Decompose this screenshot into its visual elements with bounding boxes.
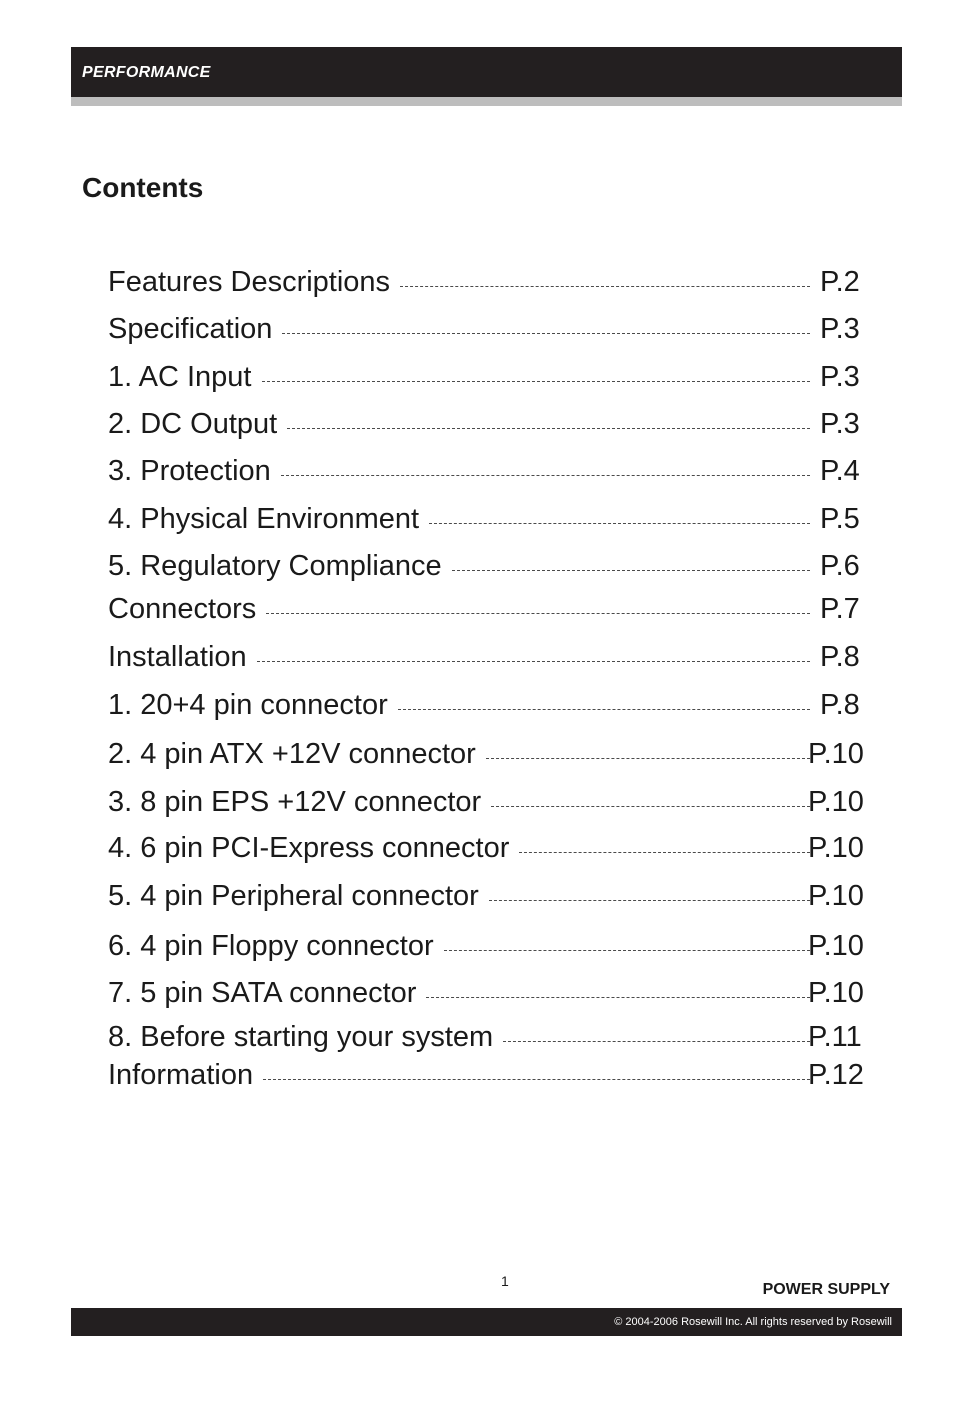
toc-entry-page: P.8 — [820, 688, 860, 721]
footer-copyright: © 2004-2006 Rosewill Inc. All rights reserved by Rosewill — [614, 1316, 892, 1328]
footer-product-name: POWER SUPPLY — [762, 1281, 890, 1298]
toc-leader — [398, 709, 810, 710]
toc-entry[interactable] — [108, 453, 878, 489]
toc-entry[interactable] — [108, 784, 878, 820]
table-of-contents — [108, 0, 888, 1100]
toc-entry[interactable] — [108, 359, 878, 395]
toc-entry[interactable] — [108, 878, 878, 914]
toc-entry-page: P.4 — [820, 454, 860, 487]
toc-leader — [426, 997, 810, 998]
toc-leader — [489, 900, 810, 901]
toc-entry-page: P.10 — [808, 785, 864, 818]
page-number: 1 — [501, 1273, 509, 1289]
toc-entry[interactable] — [108, 501, 878, 537]
toc-entry[interactable] — [108, 928, 878, 964]
toc-entry-page: P.12 — [808, 1058, 864, 1091]
toc-entry-page: P.3 — [820, 312, 860, 345]
toc-entry-label: 1. AC Input — [108, 360, 252, 393]
toc-leader — [266, 613, 810, 614]
toc-entry-page: P.10 — [808, 879, 864, 912]
toc-entry-label: 3. 8 pin EPS +12V connector — [108, 785, 482, 818]
toc-entry-label: Connectors — [108, 592, 257, 625]
toc-leader — [282, 333, 810, 334]
toc-leader — [503, 1041, 810, 1042]
toc-leader — [263, 1079, 810, 1080]
page-title: Contents — [82, 172, 204, 203]
toc-entry-label: Information — [108, 1058, 254, 1091]
toc-entry-page: P.8 — [820, 640, 860, 673]
toc-entry-page: P.10 — [808, 976, 864, 1009]
toc-entry-label: 5. Regulatory Compliance — [108, 549, 442, 582]
toc-entry[interactable] — [108, 639, 878, 675]
toc-entry-label: Specification — [108, 312, 273, 345]
toc-entry-label: 2. 4 pin ATX +12V connector — [108, 737, 476, 770]
toc-entry[interactable] — [108, 311, 878, 347]
toc-entry-page: P.3 — [820, 360, 860, 393]
toc-entry-label: 7. 5 pin SATA connector — [108, 976, 417, 1009]
toc-entry-page: P.2 — [820, 265, 860, 298]
toc-entry[interactable] — [108, 591, 878, 627]
toc-entry[interactable] — [108, 830, 878, 866]
toc-leader — [262, 381, 811, 382]
toc-entry-page: P.3 — [820, 407, 860, 440]
toc-entry[interactable] — [108, 1057, 878, 1093]
toc-entry-label: 5. 4 pin Peripheral connector — [108, 879, 479, 912]
toc-entry-page: P.5 — [820, 502, 860, 535]
toc-entry-label: 3. Protection — [108, 454, 271, 487]
toc-entry[interactable] — [108, 264, 878, 300]
toc-entry-label: 4. 6 pin PCI-Express connector — [108, 831, 510, 864]
toc-entry-label: 6. 4 pin Floppy connector — [108, 929, 434, 962]
toc-leader — [429, 523, 810, 524]
footer-bar — [71, 1308, 902, 1336]
toc-leader — [491, 806, 810, 807]
toc-entry-label: 4. Physical Environment — [108, 502, 420, 535]
toc-entry-label: 8. Before starting your system — [108, 1020, 494, 1053]
toc-entry[interactable] — [108, 1019, 878, 1055]
toc-entry-label: Installation — [108, 640, 247, 673]
toc-entry-page: P.10 — [808, 831, 864, 864]
toc-entry[interactable] — [108, 975, 878, 1011]
toc-leader — [257, 661, 810, 662]
toc-entry-label: 2. DC Output — [108, 407, 278, 440]
toc-entry-page: P.11 — [808, 1020, 862, 1053]
header-label: PERFORMANCE — [82, 64, 211, 81]
toc-entry-page: P.10 — [808, 929, 864, 962]
toc-leader — [281, 475, 810, 476]
toc-entry[interactable] — [108, 687, 878, 723]
toc-leader — [452, 570, 810, 571]
toc-entry[interactable] — [108, 548, 878, 584]
toc-entry-label: 1. 20+4 pin connector — [108, 688, 388, 721]
toc-leader — [444, 950, 810, 951]
toc-entry-page: P.7 — [820, 592, 860, 625]
toc-leader — [400, 286, 810, 287]
toc-entry-page: P.6 — [820, 549, 860, 582]
toc-leader — [486, 758, 810, 759]
toc-leader — [287, 428, 810, 429]
toc-entry[interactable] — [108, 406, 878, 442]
toc-entry-label: Features Descriptions — [108, 265, 391, 298]
toc-entry-page: P.10 — [808, 737, 864, 770]
toc-entry[interactable] — [108, 736, 878, 772]
toc-leader — [519, 852, 810, 853]
